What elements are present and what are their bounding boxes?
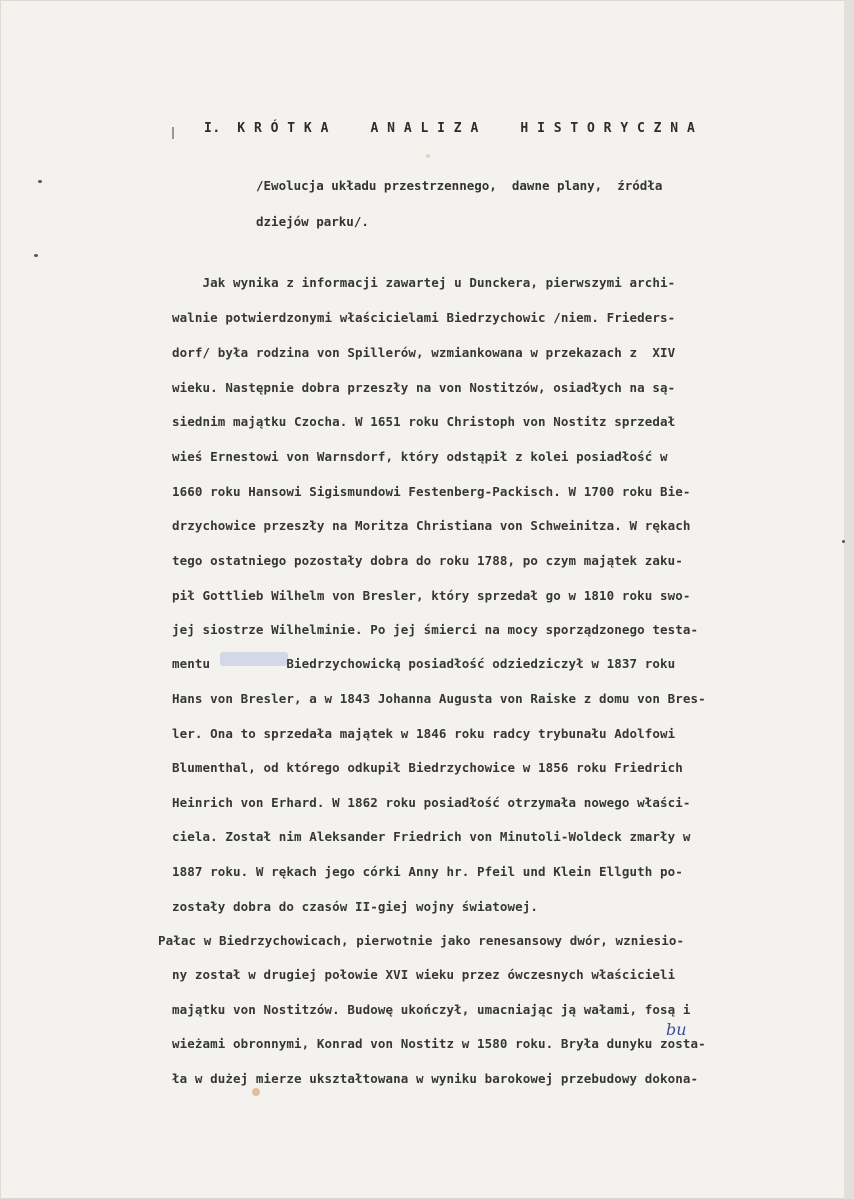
- body-line: pił Gottlieb Wilhelm von Bresler, który sprzedał go w 1810 roku swo-: [172, 588, 691, 603]
- margin-mark: [38, 180, 42, 183]
- body-line: wieku. Następnie dobra przeszły na von Nostitzów, osiadłych na są-: [172, 380, 676, 395]
- body-line: Blumenthal, od którego odkupił Biedrzychowice w 1856 roku Friedrich: [172, 760, 683, 775]
- heading-bar: [172, 127, 174, 139]
- body-line: walnie potwierdzonymi właścicielami Biedrzychowic /niem. Frieders-: [172, 310, 676, 325]
- body-line: majątku von Nostitzów. Budowę ukończył, umacniając ją wałami, fosą i: [172, 1002, 691, 1017]
- handwritten-annotation: bu: [666, 1020, 687, 1039]
- body-line: 1660 roku Hansowi Sigismundowi Festenberg-Packisch. W 1700 roku Bie-: [172, 484, 691, 499]
- margin-mark: [842, 540, 845, 543]
- body-line: wieżami obronnymi, Konrad von Nostitz w 1580 roku. Bryła dunyku zosta-: [172, 1036, 706, 1051]
- body-line: ler. Ona to sprzedała majątek w 1846 roku radcy trybunału Adolfowi: [172, 726, 676, 741]
- body-line: 1887 roku. W rękach jego córki Anny hr. Pfeil und Klein Ellguth po-: [172, 864, 683, 879]
- body-line: Heinrich von Erhard. W 1862 roku posiadłość otrzymała nowego właści-: [172, 795, 691, 810]
- body-line: jej siostrze Wilhelminie. Po jej śmierci na mocy sporządzonego testa-: [172, 622, 699, 637]
- body-line: ny został w drugiej połowie XVI wieku przez ówczesnych właścicieli: [172, 967, 676, 982]
- margin-mark: [34, 254, 38, 257]
- body-line: Jak wynika z informacji zawartej u Dunckera, pierwszymi archi-: [172, 275, 676, 290]
- subtitle-line: dziejów parku/.: [256, 214, 369, 229]
- body-line: siednim majątku Czocha. W 1651 roku Christoph von Nostitz sprzedał: [172, 414, 676, 429]
- body-line: zostały dobra do czasów II-giej wojny światowej.: [172, 899, 539, 914]
- body-line: dorf/ była rodzina von Spillerów, wzmiankowana w przekazach z XIV: [172, 345, 676, 360]
- subtitle-line: /Ewolucja układu przestrzennego, dawne plany, źródła: [256, 178, 663, 193]
- body-line: Hans von Bresler, a w 1843 Johanna Augusta von Raiske z domu von Bres-: [172, 691, 706, 706]
- body-line: wieś Ernestowi von Warnsdorf, który odstąpił z kolei posiadłość w: [172, 449, 668, 464]
- paper-stain: [426, 154, 430, 158]
- body-line: mentu Biedrzychowicką posiadłość odziedziczył w 1837 roku: [172, 656, 676, 671]
- paper-stain: [252, 1088, 260, 1096]
- body-line: tego ostatniego pozostały dobra do roku 1788, po czym majątek zaku-: [172, 553, 683, 568]
- body-line: ciela. Został nim Aleksander Friedrich von Minutoli-Woldeck zmarły w: [172, 829, 691, 844]
- body-line: ła w dużej mierze ukształtowana w wyniku barokowej przebudowy dokona-: [172, 1071, 699, 1086]
- body-line: drzychowice przeszły na Moritza Christiana von Schweinitza. W rękach: [172, 518, 691, 533]
- section-heading: I. K R Ó T K A A N A L I Z A H I S T O R Y C Z N A: [204, 121, 696, 136]
- scan-edge: [844, 0, 854, 1199]
- body-line: Pałac w Biedrzychowicach, pierwotnie jako renesansowy dwór, wzniesio-: [158, 933, 685, 948]
